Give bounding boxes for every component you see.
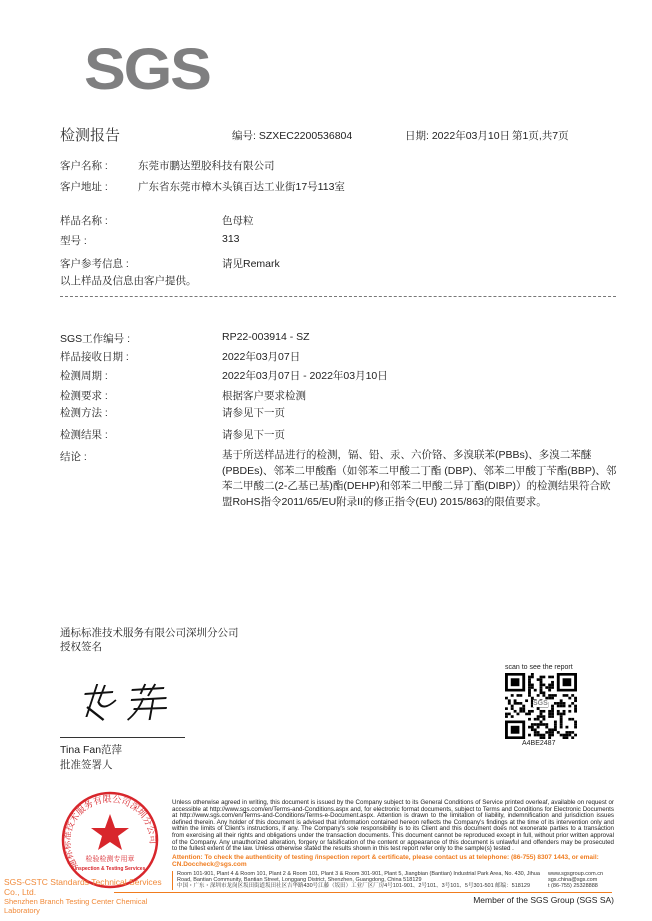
qr-module	[528, 691, 531, 694]
qr-module	[574, 723, 577, 726]
client-name: 东莞市鹏达塑胶科技有限公司	[138, 160, 275, 172]
qr-module	[571, 694, 574, 697]
qr-module	[531, 673, 534, 676]
qr-module	[545, 731, 548, 734]
qr-module	[551, 694, 554, 697]
qr-module	[557, 705, 560, 708]
signatory-name: Tina Fan范萍	[60, 744, 123, 756]
qr-module	[540, 734, 543, 737]
qr-module	[542, 736, 545, 739]
sample-note: 以上样品及信息由客户提供。	[60, 275, 197, 287]
qr-module	[545, 726, 548, 729]
stamp-ring-text: 通标标准技术服务有限公司深圳分公司	[62, 794, 158, 870]
qr-module	[551, 715, 554, 718]
qr-module	[542, 691, 545, 694]
qr-module	[522, 710, 525, 713]
qr-module	[551, 728, 554, 731]
qr-module	[505, 715, 508, 718]
qr-module	[540, 721, 543, 724]
qr-module	[563, 734, 566, 737]
qr-module	[514, 710, 517, 713]
qr-module	[531, 686, 534, 689]
method: 请参见下一页	[222, 407, 285, 419]
qr-module	[548, 715, 551, 718]
qr-module	[563, 678, 572, 686]
qr-module	[540, 691, 543, 694]
signatory-company: 通标标准技术服务有限公司深圳分公司	[60, 627, 239, 639]
qr-module	[528, 678, 531, 681]
handwritten-signature	[74, 682, 176, 725]
qr-module	[511, 678, 520, 686]
qr-module	[531, 728, 534, 731]
qr-module	[519, 710, 522, 713]
qr-module	[537, 715, 540, 718]
qr-module	[511, 715, 514, 718]
qr-module	[574, 697, 577, 700]
qr-module	[537, 718, 540, 721]
conclusion: 基于所送样品进行的检测，镉、铅、汞、六价铬、多溴联苯(PBBs)、多溴二苯醚(PBDEs)、邻苯二甲酸酯（如邻苯二甲酸二丁酯 (DBP)、邻苯二甲酸丁苄酯(BBP)、邻苯二甲酸二(2-乙基已基)酯(DEHP)和邻苯二甲酸二异丁酯(DIBP)）的检测结果符合欧盟RoHS指令2011/65/EU附录II的修正指令(EU) 2015/863的限值要求。	[222, 449, 617, 508]
qr-module	[574, 734, 577, 737]
qr-module	[522, 705, 525, 708]
qr-module	[560, 726, 563, 729]
qr-module	[514, 699, 517, 702]
qr-module	[560, 723, 563, 726]
test-period: 2022年03月07日 - 2022年03月10日	[222, 370, 388, 382]
qr-module	[540, 715, 543, 718]
qr-module	[528, 713, 531, 716]
qr-module	[537, 694, 540, 697]
sgs-logo: SGS	[84, 37, 210, 102]
qr-module	[534, 731, 537, 734]
qr-module	[574, 710, 577, 713]
qr-module	[563, 694, 566, 697]
page-title: 检测报告	[60, 127, 121, 144]
qr-module	[514, 702, 517, 705]
qr-module	[519, 702, 522, 705]
qr-module	[542, 715, 545, 718]
qr-module	[540, 723, 543, 726]
qr-module	[517, 702, 520, 705]
qr-module	[517, 694, 520, 697]
qr-module	[560, 702, 563, 705]
qr-module	[525, 699, 528, 702]
qr-module	[574, 721, 577, 724]
qr-module	[542, 694, 545, 697]
qr-module	[540, 678, 543, 681]
qr-module	[568, 734, 571, 737]
signatory-role: 批准签署人	[60, 759, 113, 771]
method-label: 检测方法 :	[60, 407, 108, 419]
page-count: 第1页,共7页	[512, 130, 569, 142]
client-address-label: 客户地址 :	[60, 181, 108, 193]
qr-module	[548, 736, 551, 739]
job-label: SGS工作编号 :	[60, 333, 131, 345]
website[interactable]: www.sgsgroup.com.cn	[548, 870, 604, 877]
qr-module	[551, 734, 554, 737]
qr-module	[508, 713, 511, 716]
qr-module	[540, 686, 543, 689]
qr-module	[563, 710, 566, 713]
qr-module	[542, 718, 545, 721]
qr-module	[551, 710, 554, 713]
qr-module	[528, 689, 531, 692]
qr-module	[537, 723, 540, 726]
qr-module	[548, 713, 551, 716]
qr-module	[557, 731, 560, 734]
signature-line	[60, 737, 185, 738]
received-label: 样品接收日期 :	[60, 351, 129, 363]
qr-module	[557, 713, 560, 716]
qr-module	[554, 728, 557, 731]
qr-module	[534, 723, 537, 726]
qr-module	[560, 734, 563, 737]
received-date: 2022年03月07日	[222, 351, 301, 363]
qr-module	[528, 684, 531, 687]
qr-module	[548, 694, 551, 697]
qr-module	[565, 694, 568, 697]
qr-module	[540, 681, 543, 684]
qr-module	[548, 710, 551, 713]
client-address: 广东省东莞市樟木头镇百达工业街17号113室	[138, 181, 345, 193]
qr-module	[557, 702, 560, 705]
disclaimer: Unless otherwise agreed in writing, this document is issued by the Company subject to its General Conditions of Service printed overleaf, available on request or accessible at http://www.sgs.com/en/Terms-and-Conditions.aspx and, for electronic format documents, subject to Terms and Conditions for Electronic Documents at http://www.sgs.com/en/Terms-and-Conditions/Terms-e-Document.aspx. Attention is drawn to the limitation of liability, indemnification and jurisdiction issues defined therein. Any holder of this document is advised that information contained hereon reflects the Company's findings at the time of its intervention only and within the limits of Client's instructions, if any. The Company's sole responsibility is to its Client and this document does not exonerate parties to a transaction from exercising all their rights and obligations under the transaction documents. This document cannot be reproduced except in full, without prior written approval of the Company. Any unauthorized alteration, forgery or falsification of the content or appearance of this document is unlawful and offenders may be prosecuted to the fullest extent of the law. Unless otherwise stated the results shown in this test report refer only to the sample(s) tested .	[172, 799, 614, 853]
authenticity-notice: Attention: To check the authenticity of testing /inspection report & certificate, please contact us at telephone: (86-755) 8307 1443, or email: CN.Doccheck@sgs.com	[172, 853, 599, 869]
footer-address-row	[172, 871, 614, 890]
qr-module	[517, 713, 520, 716]
sample-name-label: 样品名称 :	[60, 215, 108, 227]
qr-module	[560, 699, 563, 702]
qr-module	[568, 710, 571, 713]
job-number: RP22-003914 - SZ	[222, 331, 310, 343]
qr-module	[528, 676, 531, 679]
qr-module	[565, 731, 568, 734]
result: 请参见下一页	[222, 429, 285, 441]
qr-module	[563, 736, 566, 739]
qr-caption: scan to see the report	[505, 664, 573, 671]
sample-name: 色母粒	[222, 215, 254, 227]
footer-block	[172, 800, 614, 905]
qr-module	[542, 710, 545, 713]
qr-module	[548, 684, 551, 687]
qr-module	[511, 707, 514, 710]
conclusion-label: 结论 :	[60, 451, 87, 463]
qr-module	[528, 718, 531, 721]
ref: 请见Remark	[222, 258, 280, 270]
qr-module	[554, 702, 557, 705]
qr-module	[565, 734, 568, 737]
address-en: Room 101-901, Plant 4 & Room 101, Plant 2 & Room 101, Plant 3 & Room 301-901, Plant 5, Jiangbian (Bantian) Industrial Park Area, No. 430, Jihua Road, Bantian Community, Bantian Street, Longgang District, Shenzhen, Guangdong, China 518129	[177, 870, 540, 883]
qr-module	[551, 705, 554, 708]
qr-module	[568, 705, 571, 708]
qr-module	[534, 734, 537, 737]
qr-module	[534, 728, 537, 731]
report-date: 日期: 2022年03月10日	[405, 130, 511, 142]
qr-module	[508, 699, 511, 702]
qr-module	[528, 734, 531, 737]
qr-module	[565, 736, 568, 739]
qr-module	[511, 705, 514, 708]
qr-module	[548, 689, 551, 692]
qr-module	[548, 686, 551, 689]
qr-module	[560, 713, 563, 716]
qr-module	[571, 718, 574, 721]
qr-module	[548, 731, 551, 734]
qr-module	[531, 726, 534, 729]
stamp-center-text: 检验检测专用章	[85, 856, 135, 863]
qr-module	[551, 707, 554, 710]
qr-module	[571, 731, 574, 734]
qr-module	[551, 681, 554, 684]
qr-module	[560, 718, 563, 721]
qr-module	[540, 689, 543, 692]
qr-module	[545, 686, 548, 689]
qr-module	[571, 736, 574, 739]
qr-module	[545, 723, 548, 726]
qr-module	[540, 713, 543, 716]
qr-module	[525, 713, 528, 716]
footer-company-en: SGS-CSTC Standards Technical Services Co., Ltd.	[4, 877, 162, 897]
qr-module	[537, 734, 540, 737]
qr-module	[574, 707, 577, 710]
qr-module	[528, 726, 531, 729]
qr-module	[551, 686, 554, 689]
requirement-label: 检测要求 :	[60, 390, 108, 402]
qr-module	[522, 707, 525, 710]
qr-module	[505, 697, 508, 700]
qr-module	[531, 697, 534, 700]
qr-module	[554, 723, 557, 726]
qr-module	[508, 702, 511, 705]
qr-module	[531, 723, 534, 726]
period-label: 检测周期 :	[60, 370, 108, 382]
qr-module	[563, 705, 566, 708]
qr-module	[537, 731, 540, 734]
qr-module	[554, 694, 557, 697]
qr-module	[542, 684, 545, 687]
qr-module	[554, 721, 557, 724]
qr-module	[505, 707, 508, 710]
qr-module	[511, 694, 514, 697]
qr-module	[519, 694, 522, 697]
qr-module	[574, 726, 577, 729]
qr-module	[534, 718, 537, 721]
qr-module	[531, 676, 534, 679]
authorized-signature-label: 授权签名	[60, 641, 102, 653]
phone: t (86-755) 25328888	[548, 883, 598, 890]
qr-module	[568, 697, 571, 700]
qr-module	[545, 697, 548, 700]
qr-module	[551, 684, 554, 687]
ref-label: 客户参考信息 :	[60, 258, 129, 270]
requirement: 根据客户要求检测	[222, 390, 306, 402]
footer-orange-rule	[114, 892, 612, 893]
address-cn: 中国・广东・深圳市龙岗区坂田街道坂田社区吉华路430号江藤（坂田）工业厂区厂房4号101-901、2号101、3号101、5号301-501 邮编：518129	[177, 883, 531, 890]
footer-branch-en: Shenzhen Branch Testing Center Chemical Laboratory	[4, 897, 148, 915]
qr-module	[537, 707, 540, 710]
qr-module	[537, 726, 540, 729]
qr-center-logo: SGS	[533, 700, 548, 707]
client-name-label: 客户名称 :	[60, 160, 108, 172]
qr-module	[542, 723, 545, 726]
qr-module	[528, 686, 531, 689]
qr-module	[551, 676, 554, 679]
result-label: 检测结果 :	[60, 429, 108, 441]
qr-module	[537, 678, 540, 681]
qr-module	[548, 676, 551, 679]
qr-module	[528, 681, 531, 684]
qr-module	[531, 710, 534, 713]
qr-code-text: A4BE2487	[522, 740, 556, 747]
qr-module	[548, 697, 551, 700]
report-number: 编号: SZXEC2200536804	[232, 130, 353, 142]
qr-module	[568, 731, 571, 734]
qr-module	[531, 684, 534, 687]
qr-module	[560, 705, 563, 708]
email[interactable]: sgs.china@sgs.com	[548, 876, 598, 883]
qr-module	[511, 726, 520, 734]
qr-module	[571, 702, 574, 705]
qr-module	[528, 694, 531, 697]
qr-module	[534, 689, 537, 692]
qr-module	[542, 676, 545, 679]
qr-module	[563, 713, 566, 716]
qr-module	[554, 726, 557, 729]
qr-module	[574, 699, 577, 702]
qr-module	[557, 710, 560, 713]
qr-module	[548, 734, 551, 737]
qr-module	[505, 713, 508, 716]
qr-module	[548, 728, 551, 731]
qr-module	[540, 736, 543, 739]
qr-module	[540, 676, 543, 679]
qr-module	[560, 715, 563, 718]
qr-module	[540, 684, 543, 687]
qr-module	[563, 702, 566, 705]
qr-module	[574, 705, 577, 708]
model: 313	[222, 233, 240, 245]
qr-module	[551, 731, 554, 734]
member-text: Member of the SGS Group (SGS SA)	[473, 894, 614, 905]
qr-module	[565, 726, 568, 729]
qr-module	[568, 718, 571, 721]
model-label: 型号 :	[60, 235, 87, 247]
qr-module	[519, 707, 522, 710]
qr-module	[551, 697, 554, 700]
qr-module	[528, 710, 531, 713]
qr-module	[551, 713, 554, 716]
qr-module	[542, 734, 545, 737]
qr-module	[540, 710, 543, 713]
qr-module	[560, 721, 563, 724]
stamp-english-text: Inspection & Testing Services	[74, 866, 146, 872]
divider	[60, 296, 616, 297]
